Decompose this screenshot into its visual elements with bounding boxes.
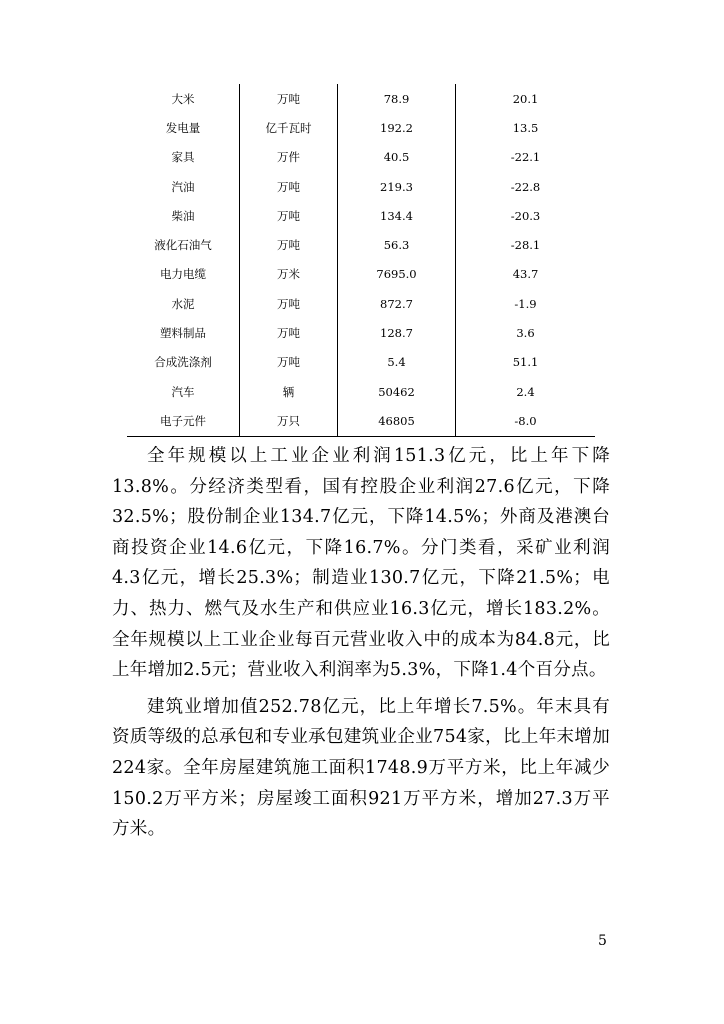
unit-cell: 万只 [239, 406, 337, 435]
page-number: 5 [598, 933, 607, 949]
output-cell: 219.3 [337, 172, 455, 201]
unit-cell: 万吨 [239, 289, 337, 318]
product-output-table [127, 84, 595, 437]
paragraph-industry-profit: 全年规模以上工业企业利润151.3亿元，比上年下降13.8%。分经济类型看，国有控股企业利润27.6亿元，下降32.5%；股份制企业134.7亿元，下降14.5%；外商及港澳台商投资企业14.6亿元，下降16.7%。分门类看，采矿业利润4.3亿元，增长25.3%；制造业130.7亿元，下降21.5%；电力、热力、燃气及水生产和供应业16.3亿元，增长183.2%。全年规模以上工业企业每百元营业收入中的成本为84.8元，比上年增加2.5元；营业收入利润率为5.3%，下降1.4个百分点。 [112, 446, 610, 681]
growth-cell: 3.6 [455, 318, 595, 347]
table-row [127, 84, 595, 113]
output-cell: 50462 [337, 377, 455, 406]
table-row [127, 289, 595, 318]
output-cell: 192.2 [337, 113, 455, 142]
output-cell: 56.3 [337, 230, 455, 259]
output-cell: 5.4 [337, 348, 455, 377]
product-name-cell: 柴油 [171, 208, 195, 223]
product-name-cell: 塑料制品 [160, 326, 206, 341]
output-cell: 40.5 [337, 143, 455, 172]
growth-cell: 51.1 [455, 348, 595, 377]
paragraph-construction: 建筑业增加值252.78亿元，比上年增长7.5%。年末具有资质等级的总承包和专业承包建筑业企业754家，比上年末增加224家。全年房屋建筑施工面积1748.9万平方米，比上年减少150.2万平方米；房屋竣工面积921万平方米，增加27.3万平方米。 [112, 696, 610, 840]
product-name-cell: 家具 [171, 150, 195, 165]
body-text [112, 441, 610, 851]
output-cell: 7695.0 [337, 260, 455, 289]
output-cell: 128.7 [337, 318, 455, 347]
unit-cell: 亿千瓦时 [239, 113, 337, 142]
table-row [127, 260, 595, 289]
unit-cell: 万吨 [239, 230, 337, 259]
growth-cell: 2.4 [455, 377, 595, 406]
growth-cell: -22.8 [455, 172, 595, 201]
output-cell: 46805 [337, 406, 455, 435]
output-cell: 872.7 [337, 289, 455, 318]
table-row [127, 143, 595, 172]
growth-cell: -20.3 [455, 201, 595, 230]
product-name-cell: 大米 [171, 91, 195, 106]
unit-cell: 万吨 [239, 201, 337, 230]
output-cell: 78.9 [337, 84, 455, 113]
product-name-cell: 汽油 [171, 179, 195, 194]
unit-cell: 万吨 [239, 318, 337, 347]
table-row [127, 377, 595, 406]
growth-cell: 13.5 [455, 113, 595, 142]
unit-cell: 万件 [239, 143, 337, 172]
growth-cell: -22.1 [455, 143, 595, 172]
growth-cell: -8.0 [455, 406, 595, 435]
unit-cell: 万米 [239, 260, 337, 289]
unit-cell: 辆 [239, 377, 337, 406]
product-name-cell: 水泥 [171, 296, 195, 311]
product-name-cell: 电力电缆 [160, 267, 206, 282]
table-row [127, 201, 595, 230]
table-row [127, 348, 595, 377]
table-row [127, 172, 595, 201]
growth-cell: 20.1 [455, 84, 595, 113]
growth-cell: -28.1 [455, 230, 595, 259]
product-name-cell: 电子元件 [160, 413, 206, 428]
product-name-cell: 液化石油气 [154, 238, 212, 253]
unit-cell: 万吨 [239, 348, 337, 377]
growth-cell: -1.9 [455, 289, 595, 318]
growth-cell: 43.7 [455, 260, 595, 289]
unit-cell: 万吨 [239, 172, 337, 201]
output-cell: 134.4 [337, 201, 455, 230]
unit-cell: 万吨 [239, 84, 337, 113]
table-row [127, 113, 595, 142]
table-row [127, 230, 595, 259]
table-row [127, 406, 595, 435]
product-name-cell: 合成洗涤剂 [154, 355, 212, 370]
product-name-cell: 发电量 [165, 120, 201, 135]
table-row [127, 318, 595, 347]
product-name-cell: 汽车 [171, 384, 195, 399]
